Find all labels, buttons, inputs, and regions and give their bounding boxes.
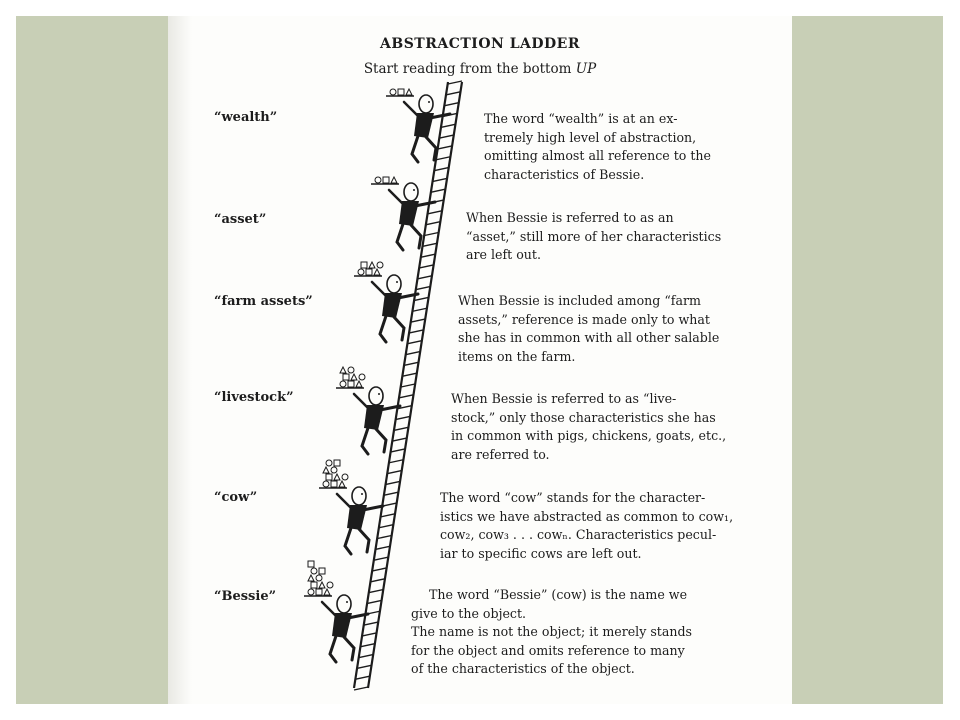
description-line: of the characteristics of the object. [411,661,635,676]
climber-figure [371,177,435,250]
climber-head [369,387,383,405]
description-line: The name is not the object; it merely stands [411,624,692,639]
bundle-item [343,374,349,380]
bundle-item [319,568,325,574]
climber-leg [394,317,404,340]
ladder-rung [448,81,462,84]
ladder-rung [379,525,393,528]
bundle-item [319,582,325,588]
climber-arm [322,602,336,616]
description-line: characteristics of Bessie. [484,166,645,182]
ladder-rung [418,276,432,279]
climber-leg [376,429,386,452]
bundle-item [361,262,367,268]
description-line: The word “wealth” is at an ex- [484,111,678,126]
ladder-rung [428,211,442,214]
ladder-rung [421,254,435,257]
climber-leg [362,428,368,454]
description-line: istics we have abstracted as common to cow₁, [440,508,734,524]
bundle-item [348,367,354,373]
climber-arm [389,190,403,204]
bundle-item [323,481,329,487]
climber-eye [413,189,415,191]
climber-head [387,275,401,293]
climber-head [337,595,351,613]
bundle-item [406,89,412,95]
climber-leg [359,529,369,552]
climber-leg [426,137,436,160]
climber-leg [412,136,418,162]
climber-head [404,183,418,201]
climber-arm [337,494,351,508]
ladder-rung [393,438,407,441]
description-line: stock,” only those characteristics she has [451,409,716,425]
bundle-item [366,269,372,275]
description-line: are left out. [466,247,541,262]
bundle-item [342,474,348,480]
ladder-rung [383,503,397,506]
ladder-rung [378,536,392,539]
description-line: are referred to. [451,446,550,462]
ladder-rung [426,222,440,225]
climber-leg [345,528,351,554]
ladder-rung [386,481,400,484]
level-description-livestock [451,390,739,464]
bundle-item [331,481,337,487]
ladder-rung [357,665,371,668]
ladder-rung [438,146,452,149]
bundle-item [359,374,365,380]
bundle-item [323,467,329,473]
ladder-rung [374,557,388,560]
ladder-rung [371,579,385,582]
ladder-rung [381,514,395,517]
level-description-cow [440,489,740,563]
climbers [304,89,450,662]
bundle-item [375,177,381,183]
ladder-rung [399,395,413,398]
bundle-item [374,269,380,275]
page-title: ABSTRACTION LADDER [380,36,580,52]
ladder-rung [401,384,415,387]
ladder-rung [423,243,437,246]
ladder-page [168,16,792,704]
subtitle-text: Start reading from the bottom [363,61,572,77]
climber-arm [354,394,368,408]
ladder-rung [391,449,405,452]
ladder-rung [372,568,386,571]
ladder-rung [431,189,445,192]
ladder-rung [367,600,381,603]
bundle-item [391,177,397,183]
bundle-item [316,589,322,595]
level-label-asset: “asset” [214,212,267,227]
ladder-rung [440,135,454,138]
ladder-rung [433,178,447,181]
description-line: When Bessie is referred to as an [466,210,674,225]
ladder-rung [414,297,428,300]
climber-head [352,487,366,505]
ladder-rung [413,308,427,311]
bundle-item [308,589,314,595]
level-label-cow: “cow” [214,490,258,505]
ladder-rung [356,676,370,679]
bundle-item [377,262,383,268]
bundle-item [327,582,333,588]
description-line: cow₂, cow₃ . . . cowₙ. Characteristics pecul- [440,527,717,542]
ladder-rung [364,622,378,625]
description-line: items on the farm. [458,348,576,364]
climber-leg [380,316,386,342]
climber-leg [330,636,336,662]
climber-arm [372,282,386,296]
ladder-rung [369,590,383,593]
bundle-item [316,575,322,581]
description-line: omitting almost all reference to the [484,148,711,163]
bundle-item [358,269,364,275]
description-line: assets,” reference is made only to what [458,311,710,327]
bundle-item [383,177,389,183]
description-line: tremely high level of abstraction, [484,129,697,145]
ladder-rung [396,416,410,419]
ladder-rung [408,341,422,344]
bundle-item [390,89,396,95]
ladder-rung [411,319,425,322]
ladder-rung [446,92,460,95]
bundle-item [308,561,314,567]
description-line: give to the object. [411,605,527,621]
bundle-item [356,381,362,387]
description-line: The word “Bessie” (cow) is the name we [429,587,688,602]
right-side-panel [792,16,943,704]
level-description-bessie [411,586,741,679]
ladder-rung [403,373,417,376]
ladder-rung [376,546,390,549]
ladder-rung [362,633,376,636]
level-label-livestock: “livestock” [214,390,294,405]
ladder-rung [441,124,455,127]
bundle-item [311,568,317,574]
level-description-farm-assets [458,292,738,366]
bundle-item [340,381,346,387]
climber-figure [304,561,368,662]
ladder-rung [445,103,459,106]
ladder-rung [419,265,433,268]
description-line: When Bessie is referred to as “live- [451,391,677,406]
climber-figure [319,460,383,554]
bundle-item [334,460,340,466]
description-line: The word “cow” stands for the character- [440,490,706,505]
subtitle-emphasis: UP [575,61,597,77]
bundle-item [324,589,330,595]
ladder-rung [409,330,423,333]
climber-eye [346,601,348,603]
ladder-rung [384,492,398,495]
climber-eye [378,393,380,395]
description-line: she has in common with all other salable [458,330,720,345]
ladder-rung [416,287,430,290]
ladder-rung [389,460,403,463]
climber-arm [404,102,418,116]
level-description-asset [466,209,738,265]
bundle-item [326,474,332,480]
bundle-item [334,474,340,480]
ladder-rung [425,233,439,236]
description-line: in common with pigs, chickens, goats, etc., [451,428,727,443]
ladder-rung [354,687,368,690]
climber-eye [361,493,363,495]
climber-leg [397,224,403,250]
ladder-rung [436,157,450,160]
climber-figure [336,367,400,454]
bundle-item [398,89,404,95]
ladder-rung [361,644,375,647]
ladder-rung [404,362,418,365]
climber-eye [428,101,430,103]
bundle-item [340,367,346,373]
level-label-farm-assets: “farm assets” [214,294,313,309]
bundle-item [351,374,357,380]
description-line: for the object and omits reference to many [411,642,685,658]
bundle-item [331,467,337,473]
climber-leg [344,637,354,660]
ladder-rung [388,471,402,474]
climber-figure [354,262,418,342]
bundle-item [369,262,375,268]
bundle-item [308,575,314,581]
climber-eye [396,281,398,283]
bundle-item [311,582,317,588]
description-line: “asset,” still more of her characteristics [466,228,722,244]
left-side-panel [16,16,168,704]
ladder-rung [435,168,449,171]
level-description-wealth [484,110,739,184]
bundle-item [348,381,354,387]
ladder-rung [394,427,408,430]
climber-leg [411,225,421,248]
bundle-item [326,460,332,466]
ladder-rung [359,655,373,658]
level-label-bessie: “Bessie” [214,589,277,604]
description-line: When Bessie is included among “farm [458,293,701,308]
level-label-wealth: “wealth” [214,110,278,125]
description-line: iar to specific cows are left out. [440,545,642,561]
ladder-rung [406,352,420,355]
bundle-item [339,481,345,487]
climber-head [419,95,433,113]
